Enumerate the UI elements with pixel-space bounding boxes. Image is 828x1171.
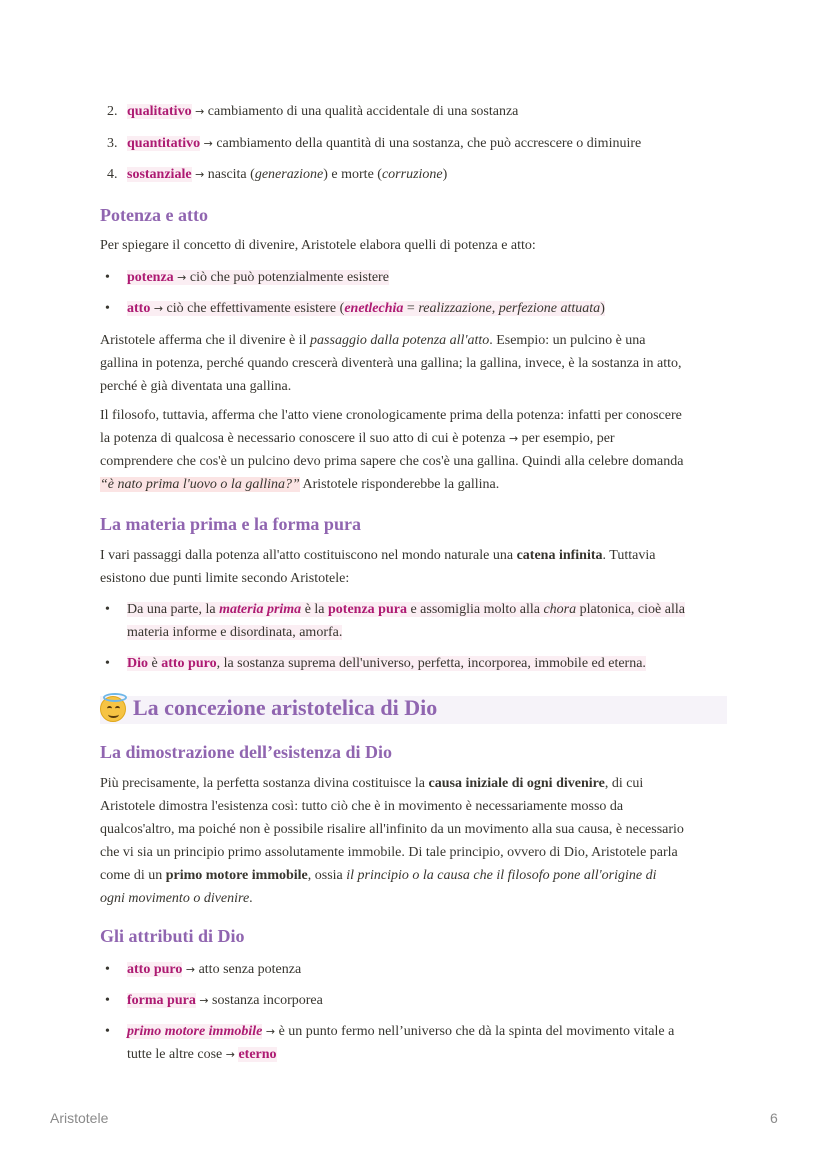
- text: che vi sia un principio primo assolutamente immobile. Di tale principio, ovvero di Dio, Aristotele parla: [100, 845, 678, 860]
- bullet: •: [105, 301, 110, 316]
- term: atto puro: [127, 962, 183, 977]
- page-number: 6: [770, 1110, 778, 1126]
- section-heading: [100, 696, 727, 724]
- bullet-item: [105, 652, 727, 675]
- arrow-icon: →: [195, 168, 205, 181]
- highlight: [127, 270, 389, 285]
- term: forma pura: [127, 993, 196, 1008]
- item-text: è la: [301, 602, 329, 617]
- italic-text: il principio o la causa che il filosofo pone all'origine di: [346, 868, 657, 883]
- term: sostanziale: [127, 167, 192, 182]
- bullet: •: [105, 1024, 110, 1039]
- text: come di un: [100, 868, 166, 883]
- term: quantitativo: [127, 136, 201, 151]
- paragraph: [100, 544, 728, 590]
- item-italic: corruzione: [381, 167, 443, 182]
- paragraph: [100, 329, 728, 398]
- term: potenza: [127, 270, 174, 285]
- item-text: tutte le altre cose: [127, 1047, 223, 1062]
- arrow-icon: →: [225, 1048, 235, 1061]
- item-text: cambiamento della quantità di una sostanza, che può accrescere o diminuire: [216, 136, 642, 151]
- term: primo motore immobile: [127, 1024, 263, 1039]
- bullet: •: [105, 270, 110, 285]
- list-number: 2.: [107, 104, 118, 119]
- bullet-item: [105, 297, 727, 320]
- bold-text: primo motore immobile: [165, 868, 308, 883]
- text: , ossia: [307, 868, 347, 883]
- text: Il filosofo, tuttavia, afferma che l'atto viene cronologicamente prima della potenza: infatti per conoscere: [100, 408, 682, 423]
- item-text: =: [403, 301, 419, 316]
- term: qualitativo: [127, 104, 192, 119]
- list-number: 3.: [107, 136, 118, 151]
- text: , di cui: [604, 776, 644, 791]
- text: Aristotele risponderebbe la gallina.: [299, 477, 500, 492]
- item-italic: chora: [543, 602, 577, 617]
- section-title: La concezione aristotelica di Dio: [133, 695, 438, 720]
- bullet: •: [105, 602, 110, 617]
- item-text: ) e morte (: [323, 167, 382, 182]
- item-text: cambiamento di una qualità accidentale di una sostanza: [207, 104, 519, 119]
- bullet-item: [105, 989, 727, 1012]
- term: potenza pura: [328, 602, 407, 617]
- bullet-item: [105, 958, 727, 981]
- text: Più precisamente, la perfetta sostanza divina costituisce la: [100, 776, 429, 791]
- arrow-icon: →: [203, 137, 213, 150]
- item-text: , la sostanza suprema dell'universo, perfetta, incorporea, immobile ed eterna.: [216, 656, 646, 671]
- bullet-item: [105, 1020, 727, 1066]
- arrow-icon: →: [508, 432, 519, 445]
- arrow-icon: →: [199, 994, 209, 1007]
- text: la potenza di qualcosa è necessario conoscere il suo atto di cui è potenza: [100, 431, 506, 446]
- item-text: ): [600, 301, 605, 316]
- text: .: [249, 891, 253, 906]
- list-item: [107, 132, 727, 155]
- text: comprendere che cos'è un pulcino devo prima sapere che cos'è una gallina. Quindi alla celebre domanda: [100, 454, 684, 469]
- heading-dimostrazione: La dimostrazione dell’esistenza di Dio: [100, 742, 392, 762]
- bullet-item: [105, 598, 727, 644]
- term: atto puro: [161, 656, 217, 671]
- bold-text: causa iniziale di ogni divenire: [428, 776, 605, 791]
- heading-potenza-e-atto: Potenza e atto: [100, 205, 208, 225]
- item-italic: generazione: [254, 167, 324, 182]
- bullet-item: [105, 266, 727, 289]
- item-text: e assomiglia molto alla: [406, 602, 544, 617]
- arrow-icon: →: [185, 963, 196, 976]
- paragraph: [100, 404, 728, 496]
- item-text: ciò che può potenzialmente esistere: [189, 270, 389, 285]
- item-text: Da una parte, la: [127, 602, 220, 617]
- list-item: [107, 163, 727, 186]
- term: eterno: [238, 1047, 277, 1062]
- bullet: •: [105, 656, 110, 671]
- smiling-face-with-halo-icon: [100, 696, 126, 722]
- item-text: platonica, cioè alla: [576, 602, 685, 617]
- item-text: ): [442, 167, 448, 182]
- heading-materia-prima: La materia prima e la forma pura: [100, 514, 361, 534]
- bullet: •: [105, 993, 110, 1008]
- text: qualcos'altro, ma poiché non è possibile risalire all'infinito da un movimento alla sua causa, è necessario: [100, 822, 684, 837]
- arrow-icon: →: [195, 105, 205, 118]
- paragraph: Per spiegare il concetto di divenire, Aristotele elabora quelli di potenza e atto:: [100, 238, 536, 253]
- bold-text: catena infinita: [516, 548, 603, 563]
- paragraph: [100, 772, 728, 910]
- text: Aristotele afferma che il divenire è il: [100, 333, 311, 348]
- item-text: è: [148, 656, 162, 671]
- item-text: è un punto fermo nell’universo che dà la spinta del movimento vitale a: [278, 1024, 675, 1039]
- italic-text: passaggio dalla potenza all'atto: [310, 333, 490, 348]
- term: enetlechia: [344, 301, 404, 316]
- term: atto: [127, 301, 151, 316]
- text: perché è già diventata una gallina.: [100, 379, 292, 394]
- text: esistono due punti limite secondo Aristotele:: [100, 571, 350, 586]
- highlight: [127, 301, 605, 316]
- term: Dio: [127, 656, 148, 671]
- heading-attributi: Gli attributi di Dio: [100, 926, 245, 946]
- item-text: ciò che effettivamente esistere (: [166, 301, 345, 316]
- highlight: [127, 656, 646, 671]
- text: gallina in potenza, perché quando crescerà diventerà una gallina; la gallina, invece, è la sostanza in atto,: [100, 356, 682, 371]
- item-text: materia informe e disordinata, amorfa.: [127, 625, 343, 640]
- text: per esempio, per: [521, 431, 615, 446]
- bullet: •: [105, 962, 110, 977]
- item-italic: realizzazione, perfezione attuata: [418, 301, 601, 316]
- italic-text: ogni movimento o divenire: [100, 891, 250, 906]
- text: Aristotele dimostra l'esistenza così: tutto ciò che è in movimento è necessariamente mosso da: [100, 799, 624, 814]
- item-text: sostanza incorporea: [212, 993, 323, 1008]
- arrow-icon: →: [177, 271, 187, 284]
- footer-title: Aristotele: [50, 1110, 109, 1126]
- arrow-icon: →: [265, 1025, 276, 1038]
- highlight: [127, 602, 685, 640]
- text: . Tuttavia: [602, 548, 656, 563]
- term: materia prima: [219, 602, 302, 617]
- arrow-icon: →: [153, 302, 164, 315]
- list-item: [107, 100, 727, 123]
- text: I vari passaggi dalla potenza all'atto costituiscono nel mondo naturale una: [100, 548, 517, 563]
- quote: “è nato prima l'uovo o la gallina?”: [100, 477, 300, 492]
- item-text: nascita (: [207, 167, 255, 182]
- text: . Esempio: un pulcino è una: [489, 333, 646, 348]
- list-number: 4.: [107, 167, 118, 182]
- item-text: atto senza potenza: [198, 962, 302, 977]
